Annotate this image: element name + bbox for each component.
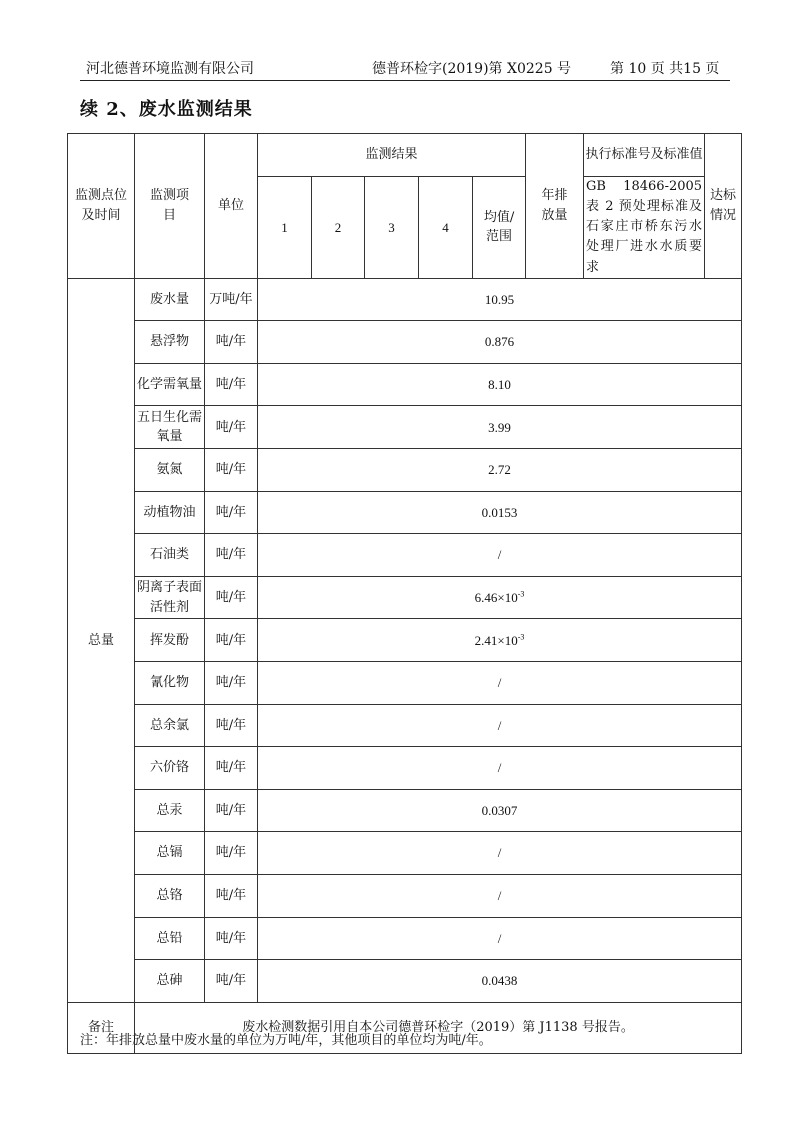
value-exponent: -3: [517, 632, 525, 642]
header-standard: 执行标准号及标准值: [584, 134, 705, 177]
unit-cell: 吨/年: [205, 534, 258, 577]
value-text: 6.46×10: [474, 589, 518, 605]
table-row: [68, 747, 742, 790]
value-text: /: [497, 760, 502, 776]
unit-cell: 吨/年: [205, 576, 258, 619]
value-cell: [258, 619, 742, 662]
value-cell: [258, 789, 742, 832]
remark-text: 废水检测数据引用自本公司德普环检字（2019）第 J1138 号报告。: [135, 1002, 742, 1053]
value-text: 3.99: [488, 419, 511, 435]
header-compliance: 达标情况: [705, 134, 742, 279]
value-exponent: -3: [517, 589, 525, 599]
value-cell: [258, 406, 742, 449]
value-text: /: [497, 717, 502, 733]
table-row: [68, 875, 742, 918]
table-row: [68, 619, 742, 662]
value-text: 0.0438: [481, 973, 518, 989]
value-cell: [258, 832, 742, 875]
unit-cell: 吨/年: [205, 321, 258, 364]
value-cell: [258, 278, 742, 321]
item-cell: 氰化物: [135, 662, 205, 705]
item-cell: 阴离子表面活性剂: [135, 576, 205, 619]
unit-cell: 吨/年: [205, 449, 258, 492]
unit-cell: 吨/年: [205, 704, 258, 747]
header-result-1: 1: [258, 177, 312, 279]
value-text: /: [497, 888, 502, 904]
unit-cell: 吨/年: [205, 789, 258, 832]
item-cell: 总汞: [135, 789, 205, 832]
table-row: [68, 662, 742, 705]
table-row: [68, 449, 742, 492]
item-cell: 总铅: [135, 917, 205, 960]
header-result-4: 4: [419, 177, 473, 279]
unit-cell: 吨/年: [205, 747, 258, 790]
item-cell: 氨氮: [135, 449, 205, 492]
header-report-number: 德普环检字(2019)第 X0225 号: [372, 61, 572, 77]
header-annual: 年排放量: [526, 134, 584, 279]
header-company: 河北德普环境监测有限公司: [86, 61, 254, 77]
unit-cell: 吨/年: [205, 662, 258, 705]
unit-cell: 吨/年: [205, 832, 258, 875]
table-row: [68, 491, 742, 534]
item-cell: 五日生化需氧量: [135, 406, 205, 449]
value-text: /: [497, 547, 502, 563]
value-cell: [258, 363, 742, 406]
value-cell: [258, 576, 742, 619]
item-cell: 挥发酚: [135, 619, 205, 662]
wastewater-results-table: [67, 133, 742, 1054]
item-cell: 动植物油: [135, 491, 205, 534]
item-cell: 六价铬: [135, 747, 205, 790]
unit-cell: 万吨/年: [205, 278, 258, 321]
value-text: 0.0153: [481, 504, 518, 520]
header-standard-detail: GB 18466-2005 表 2 预处理标准及石家庄市桥东污水处理厂进水水质要求: [584, 177, 705, 279]
value-cell: [258, 662, 742, 705]
value-text: /: [497, 675, 502, 691]
unit-cell: 吨/年: [205, 619, 258, 662]
table-row: [68, 704, 742, 747]
value-cell: [258, 875, 742, 918]
header-unit: 单位: [205, 134, 258, 279]
item-cell: 化学需氧量: [135, 363, 205, 406]
item-cell: 石油类: [135, 534, 205, 577]
value-text: /: [497, 930, 502, 946]
header-result-3: 3: [365, 177, 419, 279]
table-row: [68, 363, 742, 406]
item-cell: 总砷: [135, 960, 205, 1003]
section-title: 续 2、废水监测结果: [80, 99, 253, 120]
value-cell: [258, 960, 742, 1003]
table-row: [68, 960, 742, 1003]
value-text: 0.0307: [481, 802, 518, 818]
value-text: 0.876: [484, 334, 515, 350]
value-text: 10.95: [484, 291, 515, 307]
table-row: [68, 321, 742, 364]
header-rule: [80, 80, 730, 81]
item-cell: 总铬: [135, 875, 205, 918]
header-page-info: 第 10 页 共15 页: [610, 61, 720, 77]
table-row: [68, 832, 742, 875]
value-cell: [258, 321, 742, 364]
unit-cell: 吨/年: [205, 960, 258, 1003]
unit-cell: 吨/年: [205, 491, 258, 534]
item-cell: 悬浮物: [135, 321, 205, 364]
value-text: 2.41×10: [474, 632, 518, 648]
location-cell: 总量: [68, 278, 135, 1002]
value-text: /: [497, 845, 502, 861]
header-item: 监测项目: [135, 134, 205, 279]
footnote: 注：年排放总量中废水量的单位为万吨/年，其他项目的单位均为吨/年。: [80, 1033, 492, 1048]
table-row: [68, 789, 742, 832]
table-row: [68, 278, 742, 321]
unit-cell: 吨/年: [205, 917, 258, 960]
unit-cell: 吨/年: [205, 875, 258, 918]
value-text: 2.72: [488, 462, 511, 478]
header-results: 监测结果: [258, 134, 526, 177]
header-mean: 均值/范围: [473, 177, 526, 279]
header-result-2: 2: [312, 177, 365, 279]
value-cell: [258, 704, 742, 747]
item-cell: 废水量: [135, 278, 205, 321]
value-cell: [258, 747, 742, 790]
value-cell: [258, 534, 742, 577]
table-row: [68, 576, 742, 619]
table-row: [68, 917, 742, 960]
value-cell: [258, 491, 742, 534]
header-location: 监测点位及时间: [68, 134, 135, 279]
unit-cell: 吨/年: [205, 406, 258, 449]
remark-label: 备注: [68, 1002, 135, 1053]
item-cell: 总余氯: [135, 704, 205, 747]
value-text: 8.10: [488, 376, 511, 392]
value-cell: [258, 917, 742, 960]
table-row: [68, 534, 742, 577]
item-cell: 总镉: [135, 832, 205, 875]
table-row: [68, 406, 742, 449]
value-cell: [258, 449, 742, 492]
unit-cell: 吨/年: [205, 363, 258, 406]
